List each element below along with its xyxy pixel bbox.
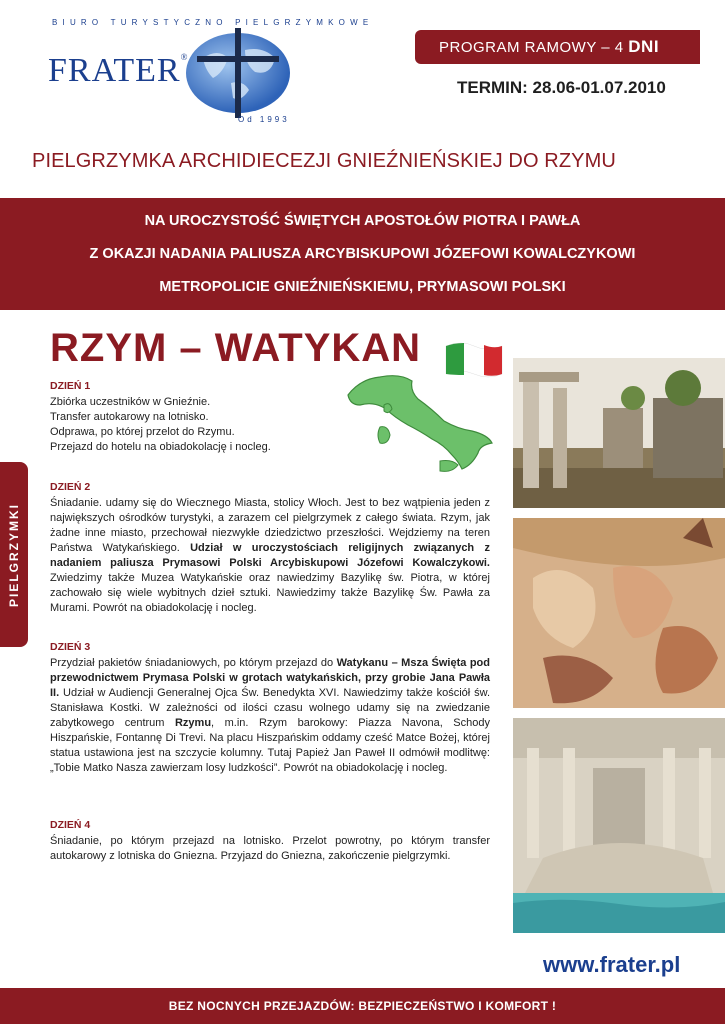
day-1-line: Transfer autokarowy na lotnisko. xyxy=(50,411,209,423)
day-4-section xyxy=(50,818,490,864)
banner-line-3: METROPOLICIE GNIEŹNIEŃSKIEMU, PRYMASOWI POLSKI xyxy=(159,279,566,295)
page-title: PIELGRZYMKA ARCHIDIECEZJI GNIEŹNIEŃSKIEJ DO RZYMU xyxy=(32,150,616,172)
day-3-section xyxy=(50,640,490,776)
day-3-text-part: Przydział pakietów śniadaniowych, po którym przejazd do xyxy=(50,657,337,669)
day-2-text-bold: Udział w uroczystościach religijnych związanych z nadaniem paliusza Prymasowi Polski Arcybiskupowi Józefowi Kowalczykowi. xyxy=(50,542,490,569)
logo-since: Od 1993 xyxy=(238,115,290,124)
trip-dates: TERMIN: 28.06-01.07.2010 xyxy=(457,78,666,97)
day-3-header: DZIEŃ 3 xyxy=(50,641,91,653)
day-3-text-bold: Rzymu xyxy=(174,717,212,729)
day-2-header: DZIEŃ 2 xyxy=(50,481,91,493)
roman-forum-photo xyxy=(513,358,725,508)
banner-line-1: NA UROCZYSTOŚĆ ŚWIĘTYCH APOSTOŁÓW PIOTRA I PAWŁA xyxy=(144,213,581,229)
logo-tagline: BIURO TURYSTYCZNO PIELGRZYMKOWE xyxy=(52,18,374,27)
day-3-text-part: Udział w Audiencji Generalnej Ojca Św. Benedykta XVI. Nawiedzimy także kościół św. Stanisława Kostki. W zależności od ilości czasu wolnego udamy się na zwiedzanie zabytkowego centrum xyxy=(50,687,490,729)
globe-cross-icon xyxy=(180,28,293,118)
day-1-line: Przejazd do hotelu na obiadokolację i nocleg. xyxy=(50,441,271,453)
frater-logo xyxy=(48,10,374,130)
day-4-text: Śniadanie, po którym przejazd na lotnisko. Przelot powrotny, po którym transfer autokarowy z lotniska do Gniezna. Przyjazd do Gniezna, zakończenie pielgrzymki. xyxy=(50,835,490,862)
day-3-text-part: , m.in. Rzym barokowy: Piazza Navona, Schody Hiszpańskie, Fontannę Di Trevi. Na placu Hiszpańskim oddamy cześć Matce Bożej, której statua ustawiona jest na szczycie kolumny. Tutaj Papież Jan Paweł II odmówił modlitwę: „Tobie Matko Nasza zawierzam losy ludzkości”. Powrót na obiadokolację i nocleg. xyxy=(50,717,490,774)
banner-line-2: Z OKAZJI NADANIA PALIUSZA ARCYBISKUPOWI JÓZEFOWI KOWALCZYKOWI xyxy=(89,246,636,262)
day-4-header: DZIEŃ 4 xyxy=(50,819,91,831)
day-2-text xyxy=(50,496,490,616)
day-2-text-part: Śniadanie. udamy się do Wiecznego Miasta, stolicy Włoch. Jest to bez wątpienia jeden z największych ośrodków turystyki, a zarazem cel pielgrzymek z całego świata. Rzym, jak żadne inne miasto, przechował niezwykłe dziedzictwo przeszłości. Wejdziemy na teren Państwa Watykańskiego. xyxy=(50,497,490,554)
logo-name xyxy=(48,52,188,90)
program-badge xyxy=(415,30,700,64)
day-1-line: Odprawa, po której przelot do Rzymu. xyxy=(50,426,235,438)
category-tab-label: PIELGRZYMKI xyxy=(7,502,21,607)
day-1-line: Zbiórka uczestników w Gnieźnie. xyxy=(50,396,211,408)
category-tab xyxy=(0,462,28,647)
footer-banner: BEZ NOCNYCH PRZEJAZDÓW: BEZPIECZEŃSTWO I KOMFORT ! xyxy=(0,988,725,1024)
day-1-header: DZIEŃ 1 xyxy=(50,380,91,392)
day-3-text xyxy=(50,656,490,776)
logo-name-text: FRATER xyxy=(48,52,181,89)
destination-title: RZYM – WATYKAN xyxy=(50,326,422,370)
occasion-banner xyxy=(0,198,725,310)
logo-registered-mark: ® xyxy=(180,52,189,62)
day-3-text-bold: Watykanu – Msza Święta pod przewodnictwem Prymasa Polski w grotach watykańskich, przy grobie Jana Pawła II. xyxy=(50,657,490,699)
website-link[interactable]: www.frater.pl xyxy=(543,952,681,977)
sistine-fresco-photo xyxy=(513,518,725,708)
trevi-fountain-photo xyxy=(513,718,725,933)
day-1-section xyxy=(50,379,490,455)
day-2-section xyxy=(50,480,490,616)
program-prefix: PROGRAM RAMOWY – 4 xyxy=(439,39,629,56)
day-2-text-part: Zwiedzimy także Muzea Watykańskie oraz nawiedzimy Bazylikę św. Piotra, w której zachowało się wiele wybitnych dzieł sztuki. Nawiedzimy także Bazylikę Św. Pawła za Murami. Powrót na obiadokolację i nocleg. xyxy=(50,572,490,614)
program-days: DNI xyxy=(628,37,660,56)
